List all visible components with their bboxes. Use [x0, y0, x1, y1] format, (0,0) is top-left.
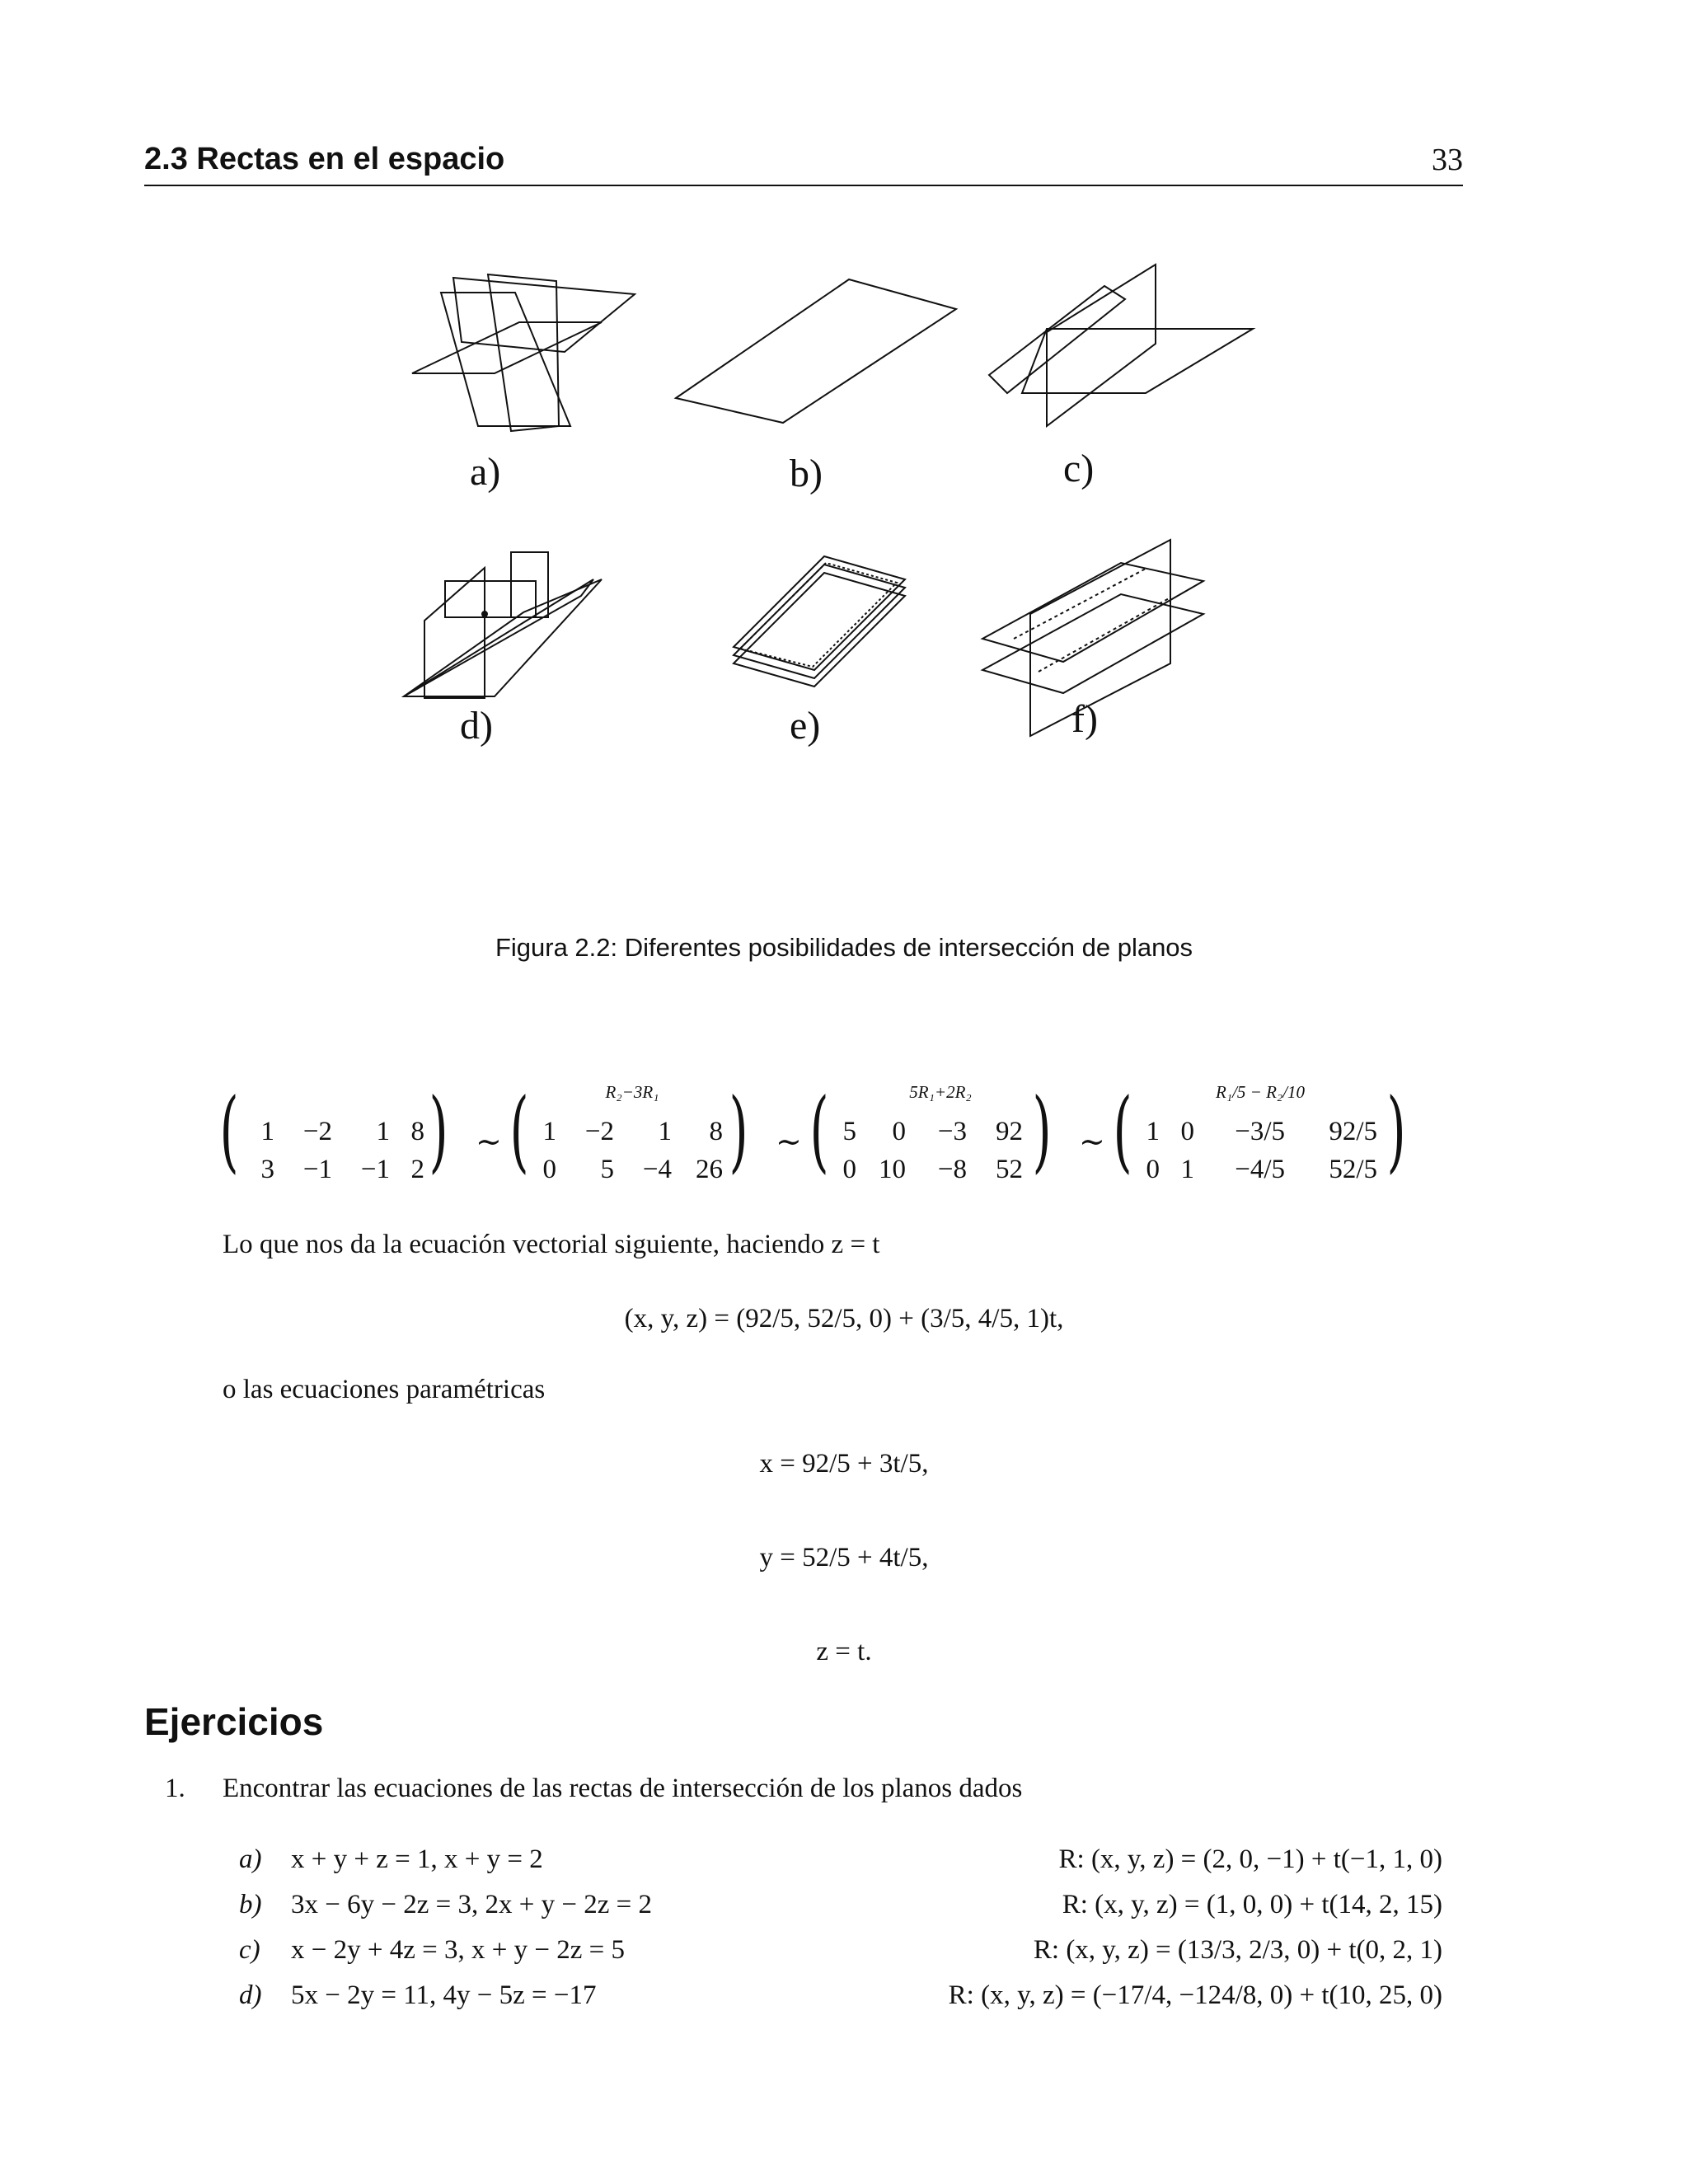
figure-a-drawing: [412, 274, 635, 431]
matrix-cell: 1: [1180, 1155, 1194, 1184]
figure-label-d: d): [460, 704, 493, 748]
exercise-part-label: c): [239, 1935, 260, 1965]
vector-equation: (x, y, z) = (92/5, 52/5, 0) + (3/5, 4/5, 1)t,: [624, 1304, 1064, 1333]
right-paren: ): [429, 1080, 448, 1183]
figure-caption: Figura 2.2: Diferentes posibilidades de intersección de planos: [495, 933, 1193, 962]
body-line-vector-intro: Lo que nos da la ecuación vectorial siguiente, haciendo z = t: [223, 1230, 880, 1259]
matrix-cell: 3: [260, 1155, 274, 1184]
matrix-cell: −1: [360, 1155, 390, 1184]
matrix-cell: 8: [709, 1117, 723, 1146]
matrix-cell: 26: [696, 1155, 723, 1184]
matrix-cell: 92: [996, 1117, 1023, 1146]
exercises-heading: Ejercicios: [144, 1700, 324, 1743]
body-line-parametric-intro: o las ecuaciones paramétricas: [223, 1375, 546, 1404]
matrix-cell: 2: [410, 1155, 424, 1184]
row-operation: R₂−3R₁: [605, 1082, 659, 1102]
matrix-cell: −8: [937, 1155, 967, 1184]
page-number: 33: [1432, 143, 1463, 177]
exercise-part-equations: x − 2y + 4z = 3, x + y − 2z = 5: [291, 1935, 625, 1965]
figure-label-e: e): [790, 704, 821, 748]
exercise-part-d: [239, 1980, 1442, 2017]
exercise-statement: Encontrar las ecuaciones de las rectas de intersección de los planos dados: [223, 1774, 1023, 1803]
exercise-part-c: [239, 1935, 1442, 1971]
exercise-part-equations: 5x − 2y = 11, 4y − 5z = −17: [291, 1980, 597, 2010]
matrix-cell: 10: [879, 1155, 906, 1184]
parametric-equation-y: y = 52/5 + 4t/5,: [759, 1543, 929, 1572]
right-paren: ): [1032, 1080, 1052, 1183]
right-paren: ): [1386, 1080, 1406, 1183]
matrix-cell: 8: [410, 1117, 424, 1146]
matrix-1: [218, 1076, 449, 1191]
exercise-part-equations: x + y + z = 1, x + y = 2: [291, 1844, 543, 1874]
figure-c-drawing: [989, 265, 1253, 426]
matrix-cell: −4: [642, 1155, 672, 1184]
matrix-cell: 0: [1146, 1155, 1160, 1184]
row-operation: 5R₁+2R₂: [909, 1082, 972, 1102]
matrix-cell: −3: [937, 1117, 967, 1146]
figure-label-a: a): [470, 450, 501, 494]
exercise-part-label: b): [239, 1890, 262, 1919]
exercise-part-answer: R: (x, y, z) = (1, 0, 0) + t(14, 2, 15): [1062, 1890, 1442, 1919]
matrix-reduction: [218, 1076, 1414, 1191]
row-operation: R₁/5 − R₂/10: [1215, 1082, 1306, 1102]
left-paren: (: [1113, 1080, 1132, 1183]
right-paren: ): [729, 1080, 748, 1183]
figure-label-f: f): [1071, 697, 1098, 741]
exercise-part-answer: R: (x, y, z) = (2, 0, −1) + t(−1, 1, 0): [1058, 1844, 1442, 1874]
exercise-part-answer: R: (x, y, z) = (−17/4, −124/8, 0) + t(10, 25, 0): [948, 1980, 1442, 2010]
exercise-part-answer: R: (x, y, z) = (13/3, 2/3, 0) + t(0, 2, 1): [1033, 1935, 1442, 1965]
exercise-part-a: [239, 1844, 1442, 1881]
matrix-cell: 92/5: [1329, 1117, 1377, 1146]
planes-figure-svg: [387, 251, 1278, 754]
equivalence-tilde: ∼: [1079, 1123, 1105, 1160]
exercise-number: 1.: [165, 1774, 185, 1803]
matrix-cell: 0: [892, 1117, 906, 1146]
matrix-cell: −2: [584, 1117, 614, 1146]
planes-figure: [387, 251, 1278, 754]
left-paren: (: [219, 1080, 239, 1183]
matrix-cell: −4/5: [1235, 1155, 1285, 1184]
matrix-cell: 0: [1180, 1117, 1194, 1146]
matrix-cell: −3/5: [1235, 1117, 1285, 1146]
left-paren: (: [509, 1080, 529, 1183]
matrix-4: [1112, 1076, 1417, 1191]
matrix-cell: −1: [302, 1155, 332, 1184]
exercise-part-label: a): [239, 1844, 262, 1874]
matrix-cell: 1: [1146, 1117, 1160, 1146]
matrix-cell: 1: [542, 1117, 556, 1146]
matrix-cell: 1: [658, 1117, 672, 1146]
exercise-part-b: [239, 1890, 1442, 1926]
matrix-cell: 1: [376, 1117, 390, 1146]
matrix-2: [509, 1076, 756, 1191]
parametric-equation-z: z = t.: [816, 1637, 872, 1666]
figure-b-drawing: [676, 279, 956, 423]
exercise-part-label: d): [239, 1980, 262, 2010]
equivalence-tilde: ∼: [476, 1123, 502, 1160]
section-title: 2.3 Rectas en el espacio: [144, 142, 505, 176]
equivalence-tilde: ∼: [776, 1123, 802, 1160]
figure-e-drawing: [734, 556, 905, 687]
exercise-part-equations: 3x − 6y − 2z = 3, 2x + y − 2z = 2: [291, 1890, 652, 1919]
figure-label-c: c): [1063, 447, 1095, 490]
running-head: [144, 138, 1463, 186]
matrix-cell: 52: [996, 1155, 1023, 1184]
matrix-cell: 52/5: [1329, 1155, 1377, 1184]
matrix-cell: 0: [542, 1155, 556, 1184]
matrix-cell: 0: [842, 1155, 856, 1184]
figure-label-b: b): [790, 452, 823, 495]
parametric-equation-x: x = 92/5 + 3t/5,: [759, 1449, 929, 1479]
matrix-cell: 5: [842, 1117, 856, 1146]
figure-d-drawing: [404, 552, 602, 698]
matrix-cell: 1: [260, 1117, 274, 1146]
matrix-3: [809, 1076, 1064, 1191]
matrix-cell: 5: [600, 1155, 614, 1184]
left-paren: (: [809, 1080, 829, 1183]
matrix-cell: −2: [302, 1117, 332, 1146]
